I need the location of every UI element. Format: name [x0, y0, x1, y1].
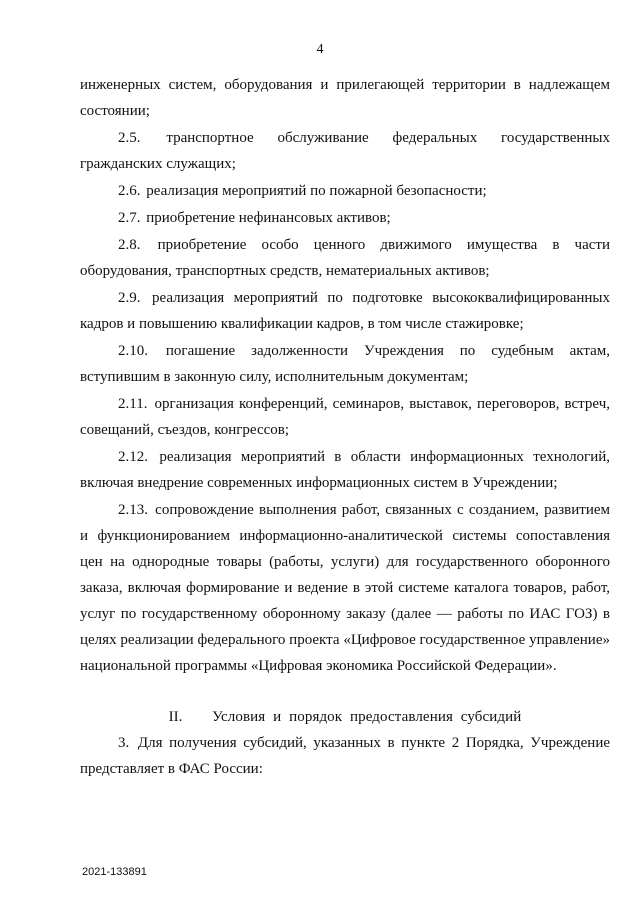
paragraph-text: реализация мероприятий в области информационных технологий, включая внедрение современных информационных систем в Учреждении;	[80, 449, 611, 491]
paragraph-number: 2.12.	[118, 449, 148, 465]
section-title: Условия и порядок предоставления субсидий	[212, 709, 522, 725]
paragraph-number: 2.10.	[118, 343, 148, 359]
paragraph-2-6	[80, 178, 610, 204]
paragraph-text: Для получения субсидий, указанных в пункте 2 Порядка, Учреждение представляет в ФАС России:	[80, 735, 610, 777]
section-number: II.	[168, 709, 183, 725]
paragraph-2-7	[80, 205, 610, 231]
paragraph-text: транспортное обслуживание федеральных государственных гражданских служащих;	[80, 130, 611, 172]
paragraph-number: 3.	[118, 735, 130, 751]
paragraph-2-10	[80, 338, 610, 390]
paragraph-text: приобретение нефинансовых активов;	[146, 210, 391, 226]
document-body	[80, 72, 610, 782]
paragraph-2-12	[80, 444, 610, 496]
paragraph-2-9	[80, 285, 610, 337]
paragraph-number: 2.8.	[118, 237, 141, 253]
paragraph-2-11	[80, 391, 610, 443]
document-code: 2021-133891	[82, 866, 147, 878]
paragraph-number: 2.9.	[118, 290, 141, 306]
paragraph-3	[80, 730, 610, 782]
section-heading	[80, 704, 610, 730]
paragraph-continuation	[80, 72, 610, 124]
paragraph-2-13	[80, 497, 610, 679]
paragraph-text: инженерных систем, оборудования и прилегающей территории в надлежащем состоянии;	[80, 77, 610, 119]
paragraph-number: 2.6.	[118, 183, 141, 199]
paragraph-number: 2.13.	[118, 502, 148, 518]
paragraph-text: реализация мероприятий по подготовке высококвалифицированных кадров и повышению квалификации кадров, в том числе стажировке;	[80, 290, 610, 332]
paragraph-text: реализация мероприятий по пожарной безопасности;	[146, 183, 487, 199]
paragraph-text: сопровождение выполнения работ, связанных с созданием, развитием и функционированием информационно-аналитической системы сопоставления цен на однородные товары (работы, услуги) для государственного оборонного заказа, включая формирование и ведение в этой системе каталога товаров, работ, услуг по государственному оборонному заказу (далее — работы по ИАС ГОЗ) в целях реализации федерального проекта «Цифровое государственное управление» национальной программы «Цифровая экономика Российской Федерации».	[80, 502, 611, 674]
paragraph-number: 2.5.	[118, 130, 141, 146]
paragraph-number: 2.11.	[118, 396, 148, 412]
page-number: 4	[316, 42, 324, 57]
paragraph-text: приобретение особо ценного движимого имущества в части оборудования, транспортных средств, нематериальных активов;	[80, 237, 610, 279]
paragraph-2-8	[80, 232, 610, 284]
paragraph-number: 2.7.	[118, 210, 141, 226]
paragraph-text: организация конференций, семинаров, выставок, переговоров, встреч, совещаний, съездов, конгрессов;	[80, 396, 610, 438]
paragraph-2-5	[80, 125, 610, 177]
paragraph-text: погашение задолженности Учреждения по судебным актам, вступившим в законную силу, исполнительным документам;	[80, 343, 611, 385]
